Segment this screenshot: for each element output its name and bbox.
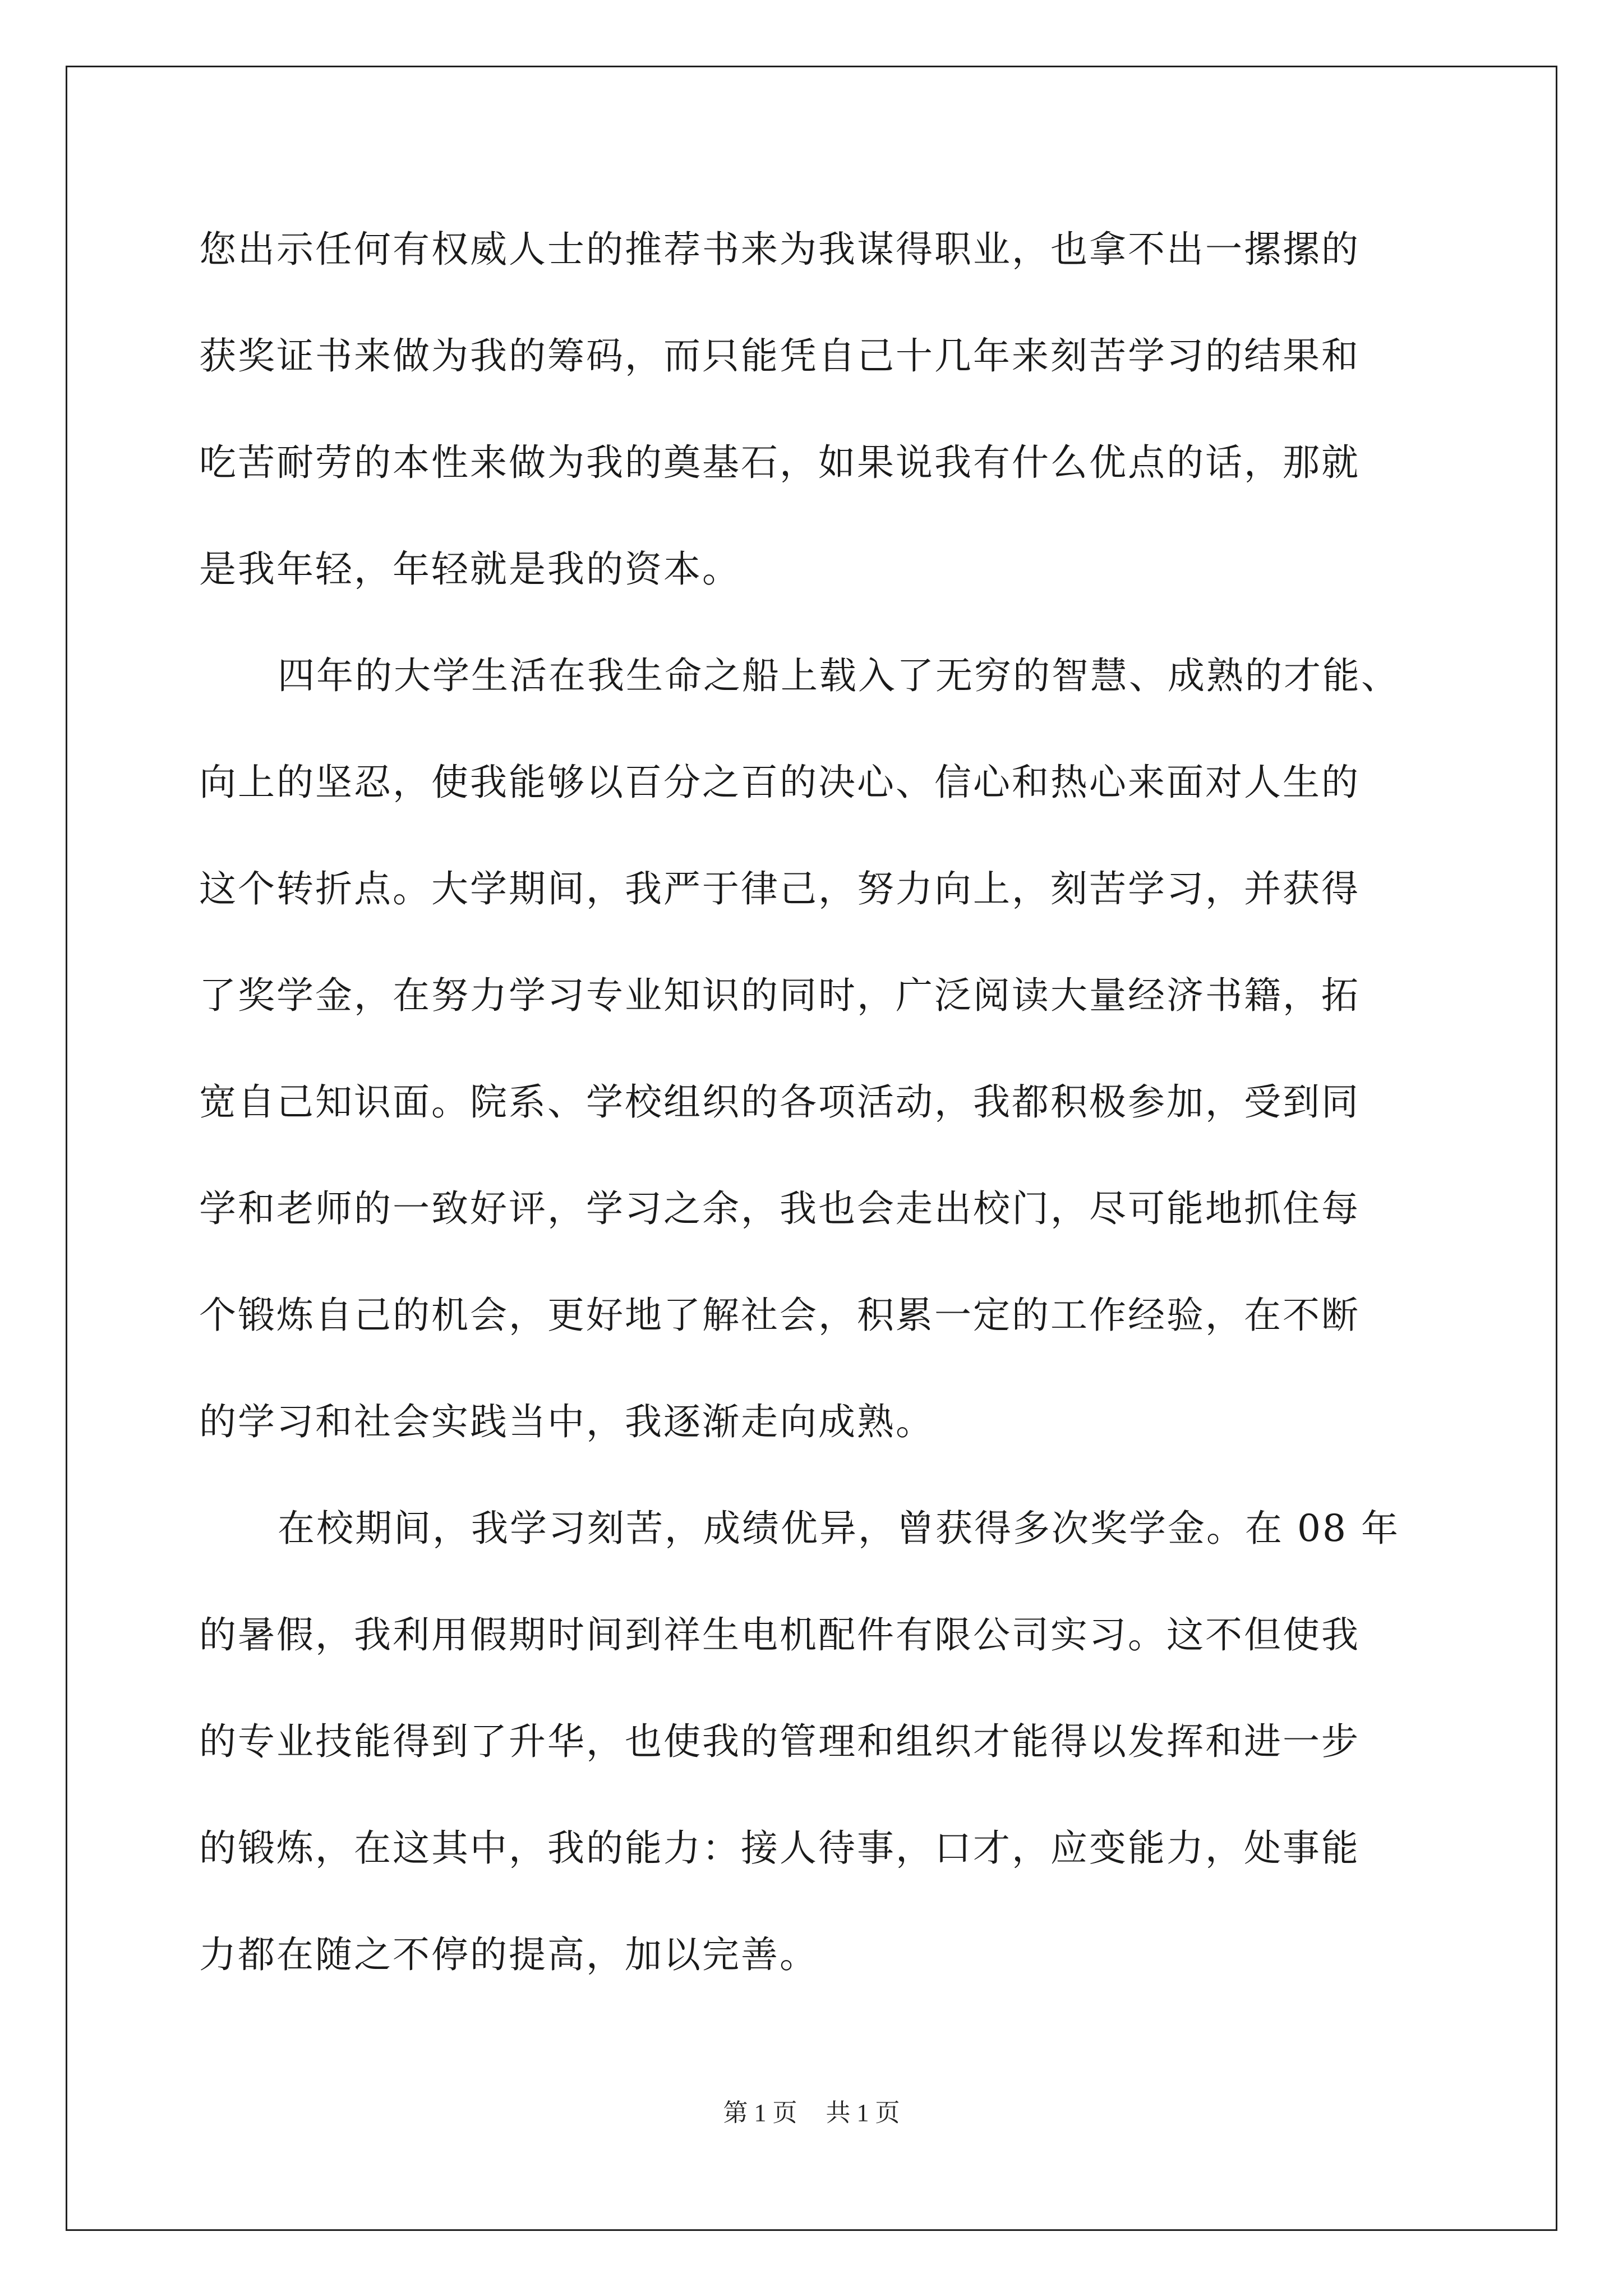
text-line: 的学习和社会实践当中，我逐渐走向成熟。 (199, 1400, 934, 1443)
page-total: 共 1 页 (826, 2099, 900, 2127)
text-line: 的锻炼，在这其中，我的能力：接人待事，口才，应变能力，处事能 (199, 1826, 1360, 1870)
text-line: 您出示任何有权威人士的推荐书来为我谋得职业，也拿不出一摞摞的 (199, 228, 1360, 271)
page-number: 第 1 页 (723, 2099, 797, 2127)
paragraph-1 (199, 219, 1422, 645)
text-line: 是我年轻，年轻就是我的资本。 (199, 547, 741, 591)
text-line: 向上的坚忍，使我能够以百分之百的决心、信心和热心来面对人生的 (199, 761, 1360, 804)
text-line: 个锻炼自己的机会，更好地了解社会，积累一定的工作经验，在不断 (199, 1294, 1360, 1337)
text-line: 学和老师的一致好评，学习之余，我也会走出校门，尽可能地抓住每 (199, 1187, 1360, 1230)
text-line: 宽自己知识面。院系、学校组织的各项活动，我都积极参加，受到同 (199, 1080, 1360, 1124)
page-footer (0, 2092, 1623, 2128)
document-body (199, 219, 1422, 2031)
text-line: 这个转折点。大学期间，我严于律己，努力向上，刻苦学习，并获得 (199, 867, 1360, 910)
text-line: 获奖证书来做为我的筹码，而只能凭自己十几年来刻苦学习的结果和 (199, 334, 1360, 378)
paragraph-2 (199, 645, 1422, 1498)
text-line: 的暑假，我利用假期时间到祥生电机配件有限公司实习。这不但使我 (199, 1613, 1360, 1657)
text-line: 在校期间，我学习刻苦，成绩优异，曾获得多次奖学金。在 08 年 (278, 1507, 1400, 1550)
text-line: 了奖学金，在努力学习专业知识的同时，广泛阅读大量经济书籍，拓 (199, 974, 1360, 1017)
text-line: 吃苦耐劳的本性来做为我的奠基石，如果说我有什么优点的话，那就 (199, 441, 1360, 484)
text-line: 的专业技能得到了升华，也使我的管理和组织才能得以发挥和进一步 (199, 1720, 1360, 1763)
paragraph-3 (199, 1498, 1422, 2031)
text-line: 四年的大学生活在我生命之船上载入了无穷的智慧、成熟的才能、 (278, 654, 1400, 697)
text-line: 力都在随之不停的提高，加以完善。 (199, 1933, 818, 1976)
